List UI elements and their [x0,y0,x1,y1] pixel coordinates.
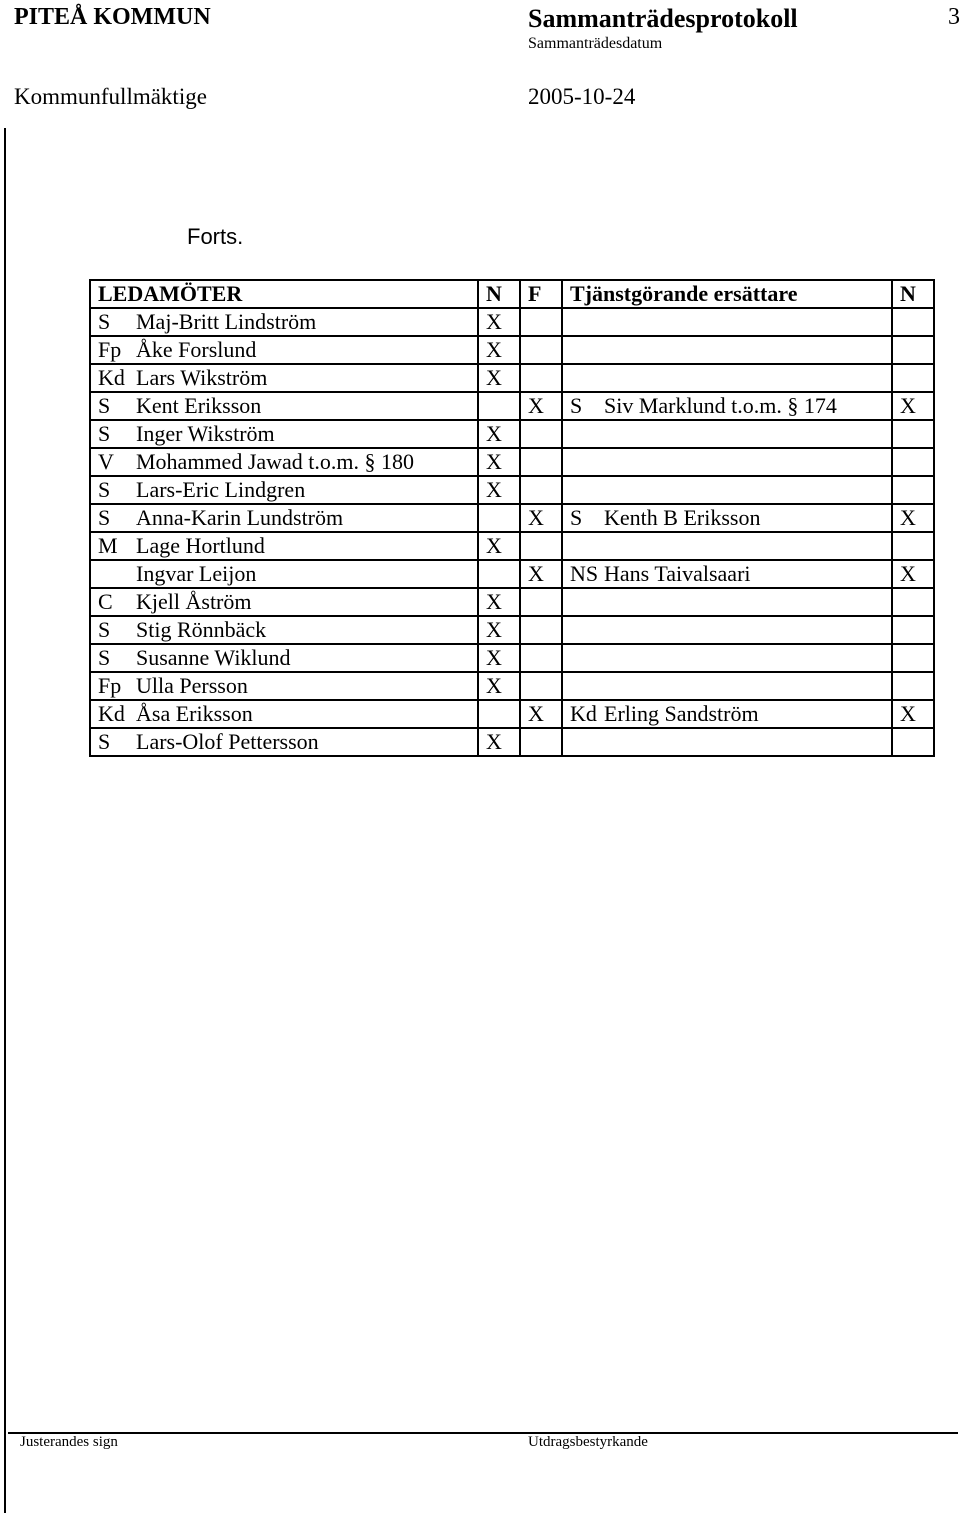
present-mark: X [478,616,520,644]
member-name: Ingvar Leijon [136,561,257,586]
present-mark [478,700,520,728]
present-mark: X [478,532,520,560]
substitute-party: Kd [570,701,597,726]
member-name: Ulla Persson [136,673,248,698]
substitute-present-mark [892,448,934,476]
absent-mark [520,532,562,560]
member-party: S [98,729,111,754]
document-title: Sammanträdesprotokoll [528,4,798,33]
substitute-present-mark [892,476,934,504]
substitute-cell [562,560,892,588]
present-mark: X [478,420,520,448]
member-party: Fp [98,673,122,698]
member-cell [90,728,478,756]
substitute-name: Erling Sandström [604,701,759,726]
absent-mark [520,364,562,392]
absent-mark: X [520,700,562,728]
substitute-cell [562,448,892,476]
substitute-present-mark: X [892,560,934,588]
assembly-name: Kommunfullmäktige [14,84,207,109]
absent-mark [520,420,562,448]
table-row [90,364,934,392]
member-name: Anna-Karin Lundström [136,505,344,530]
present-mark: X [478,448,520,476]
member-name: Lars-Olof Pettersson [136,729,319,754]
member-cell [90,532,478,560]
substitute-present-mark [892,308,934,336]
substitute-cell [562,392,892,420]
substitute-present-mark [892,672,934,700]
member-cell [90,476,478,504]
member-name: Inger Wikström [136,421,275,446]
member-party: S [98,617,111,642]
member-name: Kjell Åström [136,589,252,614]
member-party: S [98,477,111,502]
member-name: Kent Eriksson [136,393,262,418]
absent-mark [520,308,562,336]
absent-mark: X [520,392,562,420]
table-row [90,644,934,672]
member-cell [90,616,478,644]
present-mark: X [478,364,520,392]
present-mark: X [478,336,520,364]
substitute-present-mark [892,336,934,364]
substitute-present-mark: X [892,504,934,532]
present-mark: X [478,476,520,504]
substitute-name: Kenth B Eriksson [604,505,761,530]
member-party: S [98,645,111,670]
substitute-cell [562,308,892,336]
absent-mark [520,476,562,504]
footer-signature-label: Justerandes sign [20,1434,118,1450]
member-party: S [98,505,111,530]
member-party: S [98,309,111,334]
substitute-cell [562,532,892,560]
organization-name: PITEÅ KOMMUN [14,4,211,30]
member-cell [90,448,478,476]
member-name: Maj-Britt Lindström [136,309,317,334]
member-cell [90,588,478,616]
table-row [90,728,934,756]
member-cell [90,364,478,392]
table-row [90,504,934,532]
substitute-present-header: N [892,280,934,308]
substitute-cell [562,616,892,644]
meeting-date-label: Sammanträdesdatum [528,35,663,52]
absent-header: F [520,280,562,308]
member-name: Lage Hortlund [136,533,265,558]
member-cell [90,308,478,336]
members-header: LEDAMÖTER [90,280,478,308]
member-cell [90,420,478,448]
substitute-name: Siv Marklund t.o.m. § 174 [604,393,837,418]
absent-mark [520,644,562,672]
table-row [90,532,934,560]
member-cell [90,392,478,420]
member-party: Kd [98,365,125,390]
page-number: 3 [948,4,960,30]
absent-mark [520,616,562,644]
absent-mark: X [520,504,562,532]
member-name: Susanne Wiklund [136,645,291,670]
table-row [90,700,934,728]
table-header-row [90,280,934,308]
present-mark: X [478,308,520,336]
absent-mark: X [520,560,562,588]
table-row [90,308,934,336]
substitute-cell [562,588,892,616]
footer-certification-label: Utdragsbestyrkande [528,1434,648,1450]
member-name: Åke Forslund [136,337,257,362]
substitute-party: S [570,505,583,530]
member-name: Lars-Eric Lindgren [136,477,306,502]
substitute-present-mark [892,588,934,616]
attendance-table [89,279,935,757]
substitute-cell [562,336,892,364]
meeting-date: 2005-10-24 [528,84,636,109]
present-mark [478,504,520,532]
table-row [90,588,934,616]
present-mark [478,392,520,420]
present-mark: X [478,588,520,616]
substitute-present-mark [892,644,934,672]
substitute-present-mark [892,532,934,560]
member-cell [90,700,478,728]
footer-rule [8,1432,958,1434]
substitute-name: Hans Taivalsaari [604,561,751,586]
table-row [90,672,934,700]
member-cell [90,644,478,672]
member-party: M [98,533,118,558]
substitute-present-mark [892,420,934,448]
member-name: Åsa Eriksson [136,701,253,726]
absent-mark [520,448,562,476]
table-row [90,560,934,588]
substitute-cell [562,420,892,448]
present-mark: X [478,644,520,672]
table-row [90,476,934,504]
member-cell [90,672,478,700]
member-cell [90,504,478,532]
member-party: C [98,589,113,614]
margin-rule [4,128,6,1513]
member-party: S [98,421,111,446]
substitute-cell [562,672,892,700]
table-row [90,448,934,476]
substitute-party: NS [570,561,599,586]
substitute-present-mark: X [892,392,934,420]
substitute-present-mark [892,728,934,756]
substitute-cell [562,504,892,532]
absent-mark [520,672,562,700]
substitute-present-mark [892,364,934,392]
member-name: Mohammed Jawad t.o.m. § 180 [136,449,415,474]
substitute-cell [562,364,892,392]
present-header: N [478,280,520,308]
substitutes-header: Tjänstgörande ersättare [562,280,892,308]
member-name: Lars Wikström [136,365,268,390]
present-mark: X [478,672,520,700]
substitute-cell [562,644,892,672]
member-party: S [98,393,111,418]
substitute-cell [562,700,892,728]
member-party: Fp [98,337,122,362]
substitute-cell [562,476,892,504]
member-party: V [98,449,114,474]
member-cell [90,336,478,364]
member-party: Kd [98,701,125,726]
table-row [90,616,934,644]
absent-mark [520,336,562,364]
absent-mark [520,728,562,756]
present-mark [478,560,520,588]
substitute-present-mark [892,616,934,644]
table-row [90,336,934,364]
absent-mark [520,588,562,616]
present-mark: X [478,728,520,756]
table-row [90,420,934,448]
table-row [90,392,934,420]
member-cell [90,560,478,588]
substitute-cell [562,728,892,756]
member-name: Stig Rönnbäck [136,617,267,642]
continuation-label: Forts. [187,224,244,249]
substitute-present-mark: X [892,700,934,728]
substitute-party: S [570,393,583,418]
